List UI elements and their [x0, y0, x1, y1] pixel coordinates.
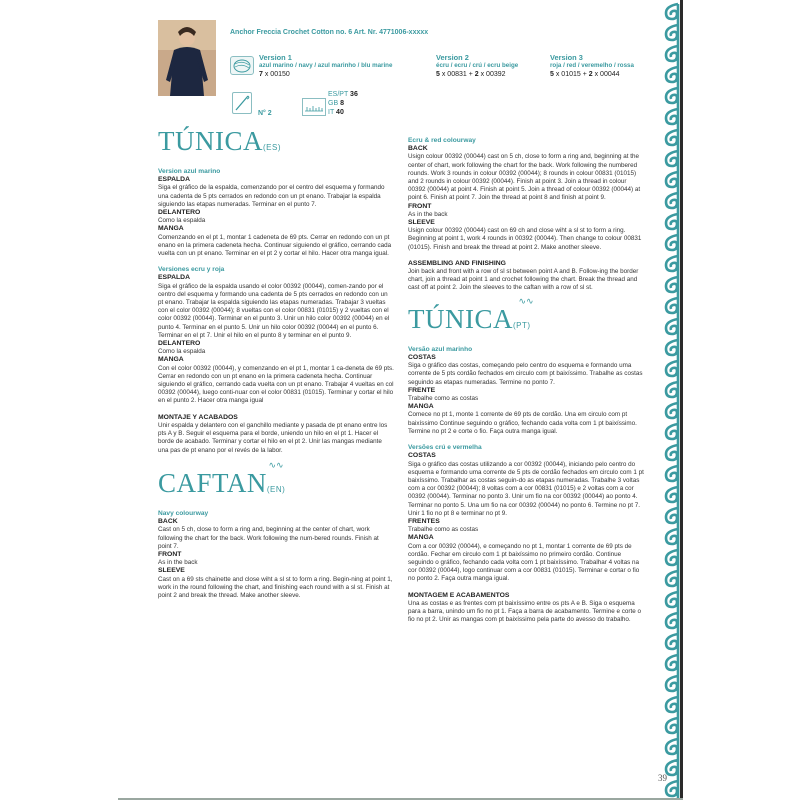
size-gb: GB 8 — [328, 100, 344, 107]
yarn-article: Anchor Freccia Crochet Cotton no. 6 Art. Nr. 4771006-xxxxx — [230, 29, 429, 36]
wave-scroll-icon — [666, 151, 678, 172]
wave-scroll-icon — [666, 508, 678, 529]
es-text-espalda-2: Siga el gráfico de la espalda usando el color 00392 (00044), comen-zando por el centro del esquema y formando una cadenta de 5 pts cerrados en redondo con un pt enano. Trabajar la espalda siguiendo las etapas numeradas. Trabajar 3 vueltas con el color 00392 (00044); 8 vueltas con el color 00831 (01015) y 2 vueltas con el color 00392 (00044). Terminar en el punto 3. Unir un hilo color 00392 (00044) en el punto 4. Terminar en el punto 5. Unir un hilo color 00392 (00044) en el punto 6. Terminar en el pt 7. Unir el hilo en el punto 8 y terminar en el punto 9. — [158, 282, 390, 339]
es-text-manga: Comenzando en el pt 1, montar 1 cadeneta de 69 pts. Cerrar en redondo con un pt enano en la primera cadeneta hecha. Continuar siguiendo el gráfico, cerrando cada vuelta con un pt enano. Terminar en el pt 2 y cortar el hilo. Hacer otra manga igual. — [158, 233, 392, 258]
es-text-delantero: Como la espalda — [158, 217, 206, 225]
wave-scroll-icon — [666, 235, 678, 256]
wave-scroll-icon — [666, 760, 678, 781]
wave-scroll-icon — [666, 592, 678, 613]
wave-ornament-icon: ∿∿ — [268, 459, 284, 470]
wave-scroll-icon — [666, 256, 678, 277]
wave-scroll-icon — [666, 550, 678, 571]
pt-text-manga-2: Com a cor 00392 (00044), e começando no pt 1, montar 1 corrente de 69 pts de cordão. Fechar em circulo com 1 pt baixíssimo no primeiro cordão. Continue seguindo o gráfico, fechando cada volta com 1 pt baixíssimo. Trabalhar 4 voltas na cor 00392 (00044), logo continuar com a cor 00831 (01015). Terminar e cortar o fio no ponto 2. Faça outra manga igual. — [408, 542, 640, 583]
size-es-pt: ES/PT 36 — [328, 91, 358, 98]
pt-text-frente: Trabalhe como as costas — [408, 395, 479, 403]
wave-scroll-icon — [666, 340, 678, 361]
pt-heading-frentes: FRENTES — [408, 517, 440, 525]
wave-scroll-icon — [666, 298, 678, 319]
es-heading-espalda: ESPALDA — [158, 176, 190, 184]
wave-scroll-icon — [666, 130, 678, 151]
pt-text-costas: Siga o gráfico das costas, começando pelo centro do esquema e formando uma corrente de 5 pts cordão fechados em circulo com pt baixíssimo. Trabalhe as costas seguindo as etapas numeradas. Termine no ponto 7. — [408, 362, 643, 386]
wave-scroll-icon — [666, 319, 678, 340]
en-version-ecru-red: Ecru & red colourway — [408, 137, 476, 144]
en-text-front: As in the back — [158, 559, 198, 567]
en-version-navy: Navy colourway — [158, 509, 209, 517]
en-text-sleeve: Cast on a 69 sts chainette and close wiht a sl st to form a ring. Begin-ning at point 1, work in the round following the chart, and finishing each round with a sl st. Finish at point 2 and break the thread. Make another sleeve. — [158, 575, 393, 599]
pt-version-navy: Versão azul marinho — [408, 345, 473, 353]
version3-title: Version 3 — [550, 53, 583, 62]
en-text-back-2: Usign colour 00392 (00044) cast on 5 ch, close to form a ring and, beginning at the center of chart, work following the chart for the back. Work following the numbered rounds. Work 3 rounds in colour 00392 (00044); 8 rounds in colour 00831 (01015) and 2 rounds in colour 00392 (00044). Finish at point 3. Join a thread in colour 00392 (00044) at point 4. Finish at point 5. Join a thread of colour 00392 (00044) at point 6. Finish at point 7. Join the thread at point 8 and finish at point 9. — [408, 153, 641, 202]
wave-scroll-icon — [666, 109, 678, 130]
pt-text-manga: Comece no pt 1, monte 1 corrente de 69 pts de cordão. Una em circulo com pt baixíssimo Continue seguindo o gráfico, fechando cada volta com 1 pt baixíssimo. Termine no pt 2 e corte o fio. Faça outra manga igual. — [408, 411, 637, 435]
es-heading-montaje: MONTAJE Y ACABADOS — [158, 413, 238, 421]
wave-scroll-icon — [666, 382, 678, 403]
es-text-delantero-2: Como la espalda — [158, 348, 206, 356]
version2-desc: écru / ecru / crú / ecru beige — [436, 62, 519, 69]
wave-scroll-icon — [666, 424, 678, 445]
wave-border-decoration — [650, 0, 682, 800]
page-number: 39 — [658, 773, 667, 783]
pt-text-montagem: Una as costas e as frentes com pt baixíssimo entre os pts A e B. Siga o esquema para a barra, unindo um fio no pt 1. Faça a barra de acabamento. Termine e corte o fio no pt 2. Unir as mangas com pt baixíssimo pela parte do avesso do trabalho. — [408, 599, 642, 624]
en-title: CAFTAN(EN) — [158, 467, 286, 498]
wave-scroll-icon — [666, 739, 678, 760]
version1-desc: azul marino / navy / azul marinho / blu marine — [259, 62, 393, 69]
version3-desc: roja / red / veremelho / rossa — [550, 62, 634, 69]
en-text-back: Cast on 5 ch, close to form a ring and, beginning at the center of chart, work following the chart for the back. Work following the num-bered rounds. Finish at point 7. — [158, 526, 379, 550]
wave-scroll-icon — [666, 88, 678, 109]
wave-scroll-icon — [666, 67, 678, 88]
wave-scroll-icon — [666, 277, 678, 298]
wave-ornament-icon: ∿∿ — [518, 295, 534, 306]
pattern-page — [118, 0, 680, 800]
version2-title: Version 2 — [436, 53, 469, 62]
en-heading-sleeve-2: SLEEVE — [408, 219, 435, 227]
yarn-ball-icon — [230, 56, 254, 75]
left-column — [158, 127, 394, 600]
wave-scroll-icon — [666, 172, 678, 193]
pt-heading-costas: COSTAS — [408, 354, 436, 362]
pt-text-frentes: Trabalhe como as costas — [408, 526, 479, 534]
es-heading-espalda-2: ESPALDA — [158, 274, 190, 282]
wave-scroll-icon — [666, 361, 678, 382]
wave-scroll-icon — [666, 676, 678, 697]
wave-scroll-icon — [666, 25, 678, 46]
en-heading-front-2: FRONT — [408, 202, 432, 210]
wave-scroll-icon — [666, 613, 678, 634]
es-version-ecru-red: Versiones ecru y roja — [158, 266, 225, 274]
wave-scroll-icon — [666, 193, 678, 214]
wave-scroll-icon — [666, 466, 678, 487]
wave-scroll-icon — [666, 4, 678, 25]
wave-scroll-icon — [666, 571, 678, 592]
size-chart-icon — [302, 98, 326, 116]
version2-qty: 5 x 00831 + 2 x 00392 — [436, 71, 506, 78]
wave-scroll-icon — [666, 46, 678, 67]
wave-scroll-icon — [666, 634, 678, 655]
pt-version-ecru-red: Versões crú e vermelha — [408, 444, 482, 452]
pt-heading-montagem: MONTAGEM E ACABAMENTOS — [408, 591, 510, 599]
wave-scroll-icon — [666, 214, 678, 235]
wave-scroll-icon — [666, 718, 678, 739]
es-version-navy: Version azul marino — [158, 168, 221, 175]
en-text-sleeve-2: Usign colour 00392 (00044) cast on 69 ch and close wiht a sl st to form a ring. Beginning at point 1, work 4 rounds in 00392 (00044). Then change to colour 00831 (01015). Finish and break the thread at point 2. Make another sleeve. — [408, 227, 642, 251]
en-heading-sleeve: SLEEVE — [158, 567, 185, 575]
crochet-hook-icon — [232, 92, 252, 114]
right-column — [408, 137, 644, 624]
page-edge — [680, 0, 683, 800]
pt-heading-costas-2: COSTAS — [408, 452, 436, 460]
pt-title: TÚNICA(PT) — [408, 303, 531, 334]
model-photo — [158, 20, 216, 96]
en-heading-back: BACK — [158, 518, 178, 526]
es-heading-delantero-2: DELANTERO — [158, 340, 201, 348]
en-text-front-2: As in the back — [408, 210, 448, 218]
size-it: IT 40 — [328, 109, 344, 116]
en-heading-assembly: ASSEMBLING AND FINISHING — [408, 259, 506, 267]
es-text-montaje: Unir espalda y delantero con el ganchillo mediante y pasada de pt enano entre los pts A y B. Seguir el esquema para el borde, uniendo un hilo en el pt 1. Hacer el borde de acabado. Terminar y cortar el hilo en el pt 2. Unir las mangas mediante una pas de pt enano por el revés de la labor. — [158, 421, 388, 454]
es-heading-delantero: DELANTERO — [158, 209, 201, 217]
version1-title: Version 1 — [259, 53, 292, 62]
wave-scroll-icon — [666, 655, 678, 676]
pt-heading-manga-2: MANGA — [408, 534, 434, 542]
wave-scroll-icon — [666, 697, 678, 718]
wave-scroll-icon — [666, 403, 678, 424]
version3-qty: 5 x 01015 + 2 x 00044 — [550, 71, 620, 78]
pt-heading-frente: FRENTE — [408, 386, 436, 394]
es-title: TÚNICA(ES) — [158, 126, 281, 156]
es-heading-manga: MANGA — [158, 225, 184, 233]
version1-qty: 7 x 00150 — [259, 71, 290, 78]
es-heading-manga-2: MANGA — [158, 356, 184, 364]
hook-size: N° 2 — [258, 110, 272, 117]
wave-scroll-icon — [666, 445, 678, 466]
wave-scroll-icon — [666, 529, 678, 550]
en-heading-front: FRONT — [158, 550, 182, 558]
pt-heading-manga: MANGA — [408, 403, 434, 411]
en-text-assembly: Join back and front with a row of sl st between point A and B. Follow-ing the border chart, join a thread at point 1 and crochet following the chart. Break the thread and cast off at point 2. Join the sleeves to the caftan with a row of sl st. — [408, 268, 639, 292]
en-heading-back-2: BACK — [408, 145, 428, 153]
pt-text-costas-2: Siga o gráfico das costas utilizando a cor 00392 (00044), iniciando pelo centro do esquema e formando uma corrente de 5 pts de cordão fechados em circulo com 1 pt baixíssimo. Trabalhar as costas seguin-do as etapas numeradas. Trabalhe 3 voltas com a cor 00392 (00044); 8 voltas com a cor 00831 (01015) e 2 voltas com a cor 00392 (00044). Terminar no ponto 3. Unir um fio na cor 00392 (00044) ao ponto 4. Terminar no ponto 5. Una um fio na cor 00392 (00044) no ponto 6. Termine no pt 7. Unir 1 fio no pt 8 e terminar no pt 9. — [408, 460, 644, 517]
es-text-manga-2: Con el color 00392 (00044), y comenzando en el pt 1, montar 1 ca-deneta de 69 pts. Cerrar en redondo con un pt enano en la primera cadeneta hecha. Continuar siguiendo el gráfico, cerrando cada vuelta con un pt enano. Trabajar 4 vueltas en col 00392 (00044), luego conti-nuar con el color 00831 (01015). Terminar y cortar el hilo en el punto 2. Hacer otra manga igual — [158, 364, 394, 405]
es-text-espalda: Siga el gráfico de la espalda, comenzando por el centro del esquema y formando una cadenta de 5 pts cerrados en redondo con un pt enano. Trabajar la espalda siguiendo las etapas numeradas. Terminar en el punto 7. — [158, 184, 385, 208]
wave-scroll-icon — [666, 487, 678, 508]
